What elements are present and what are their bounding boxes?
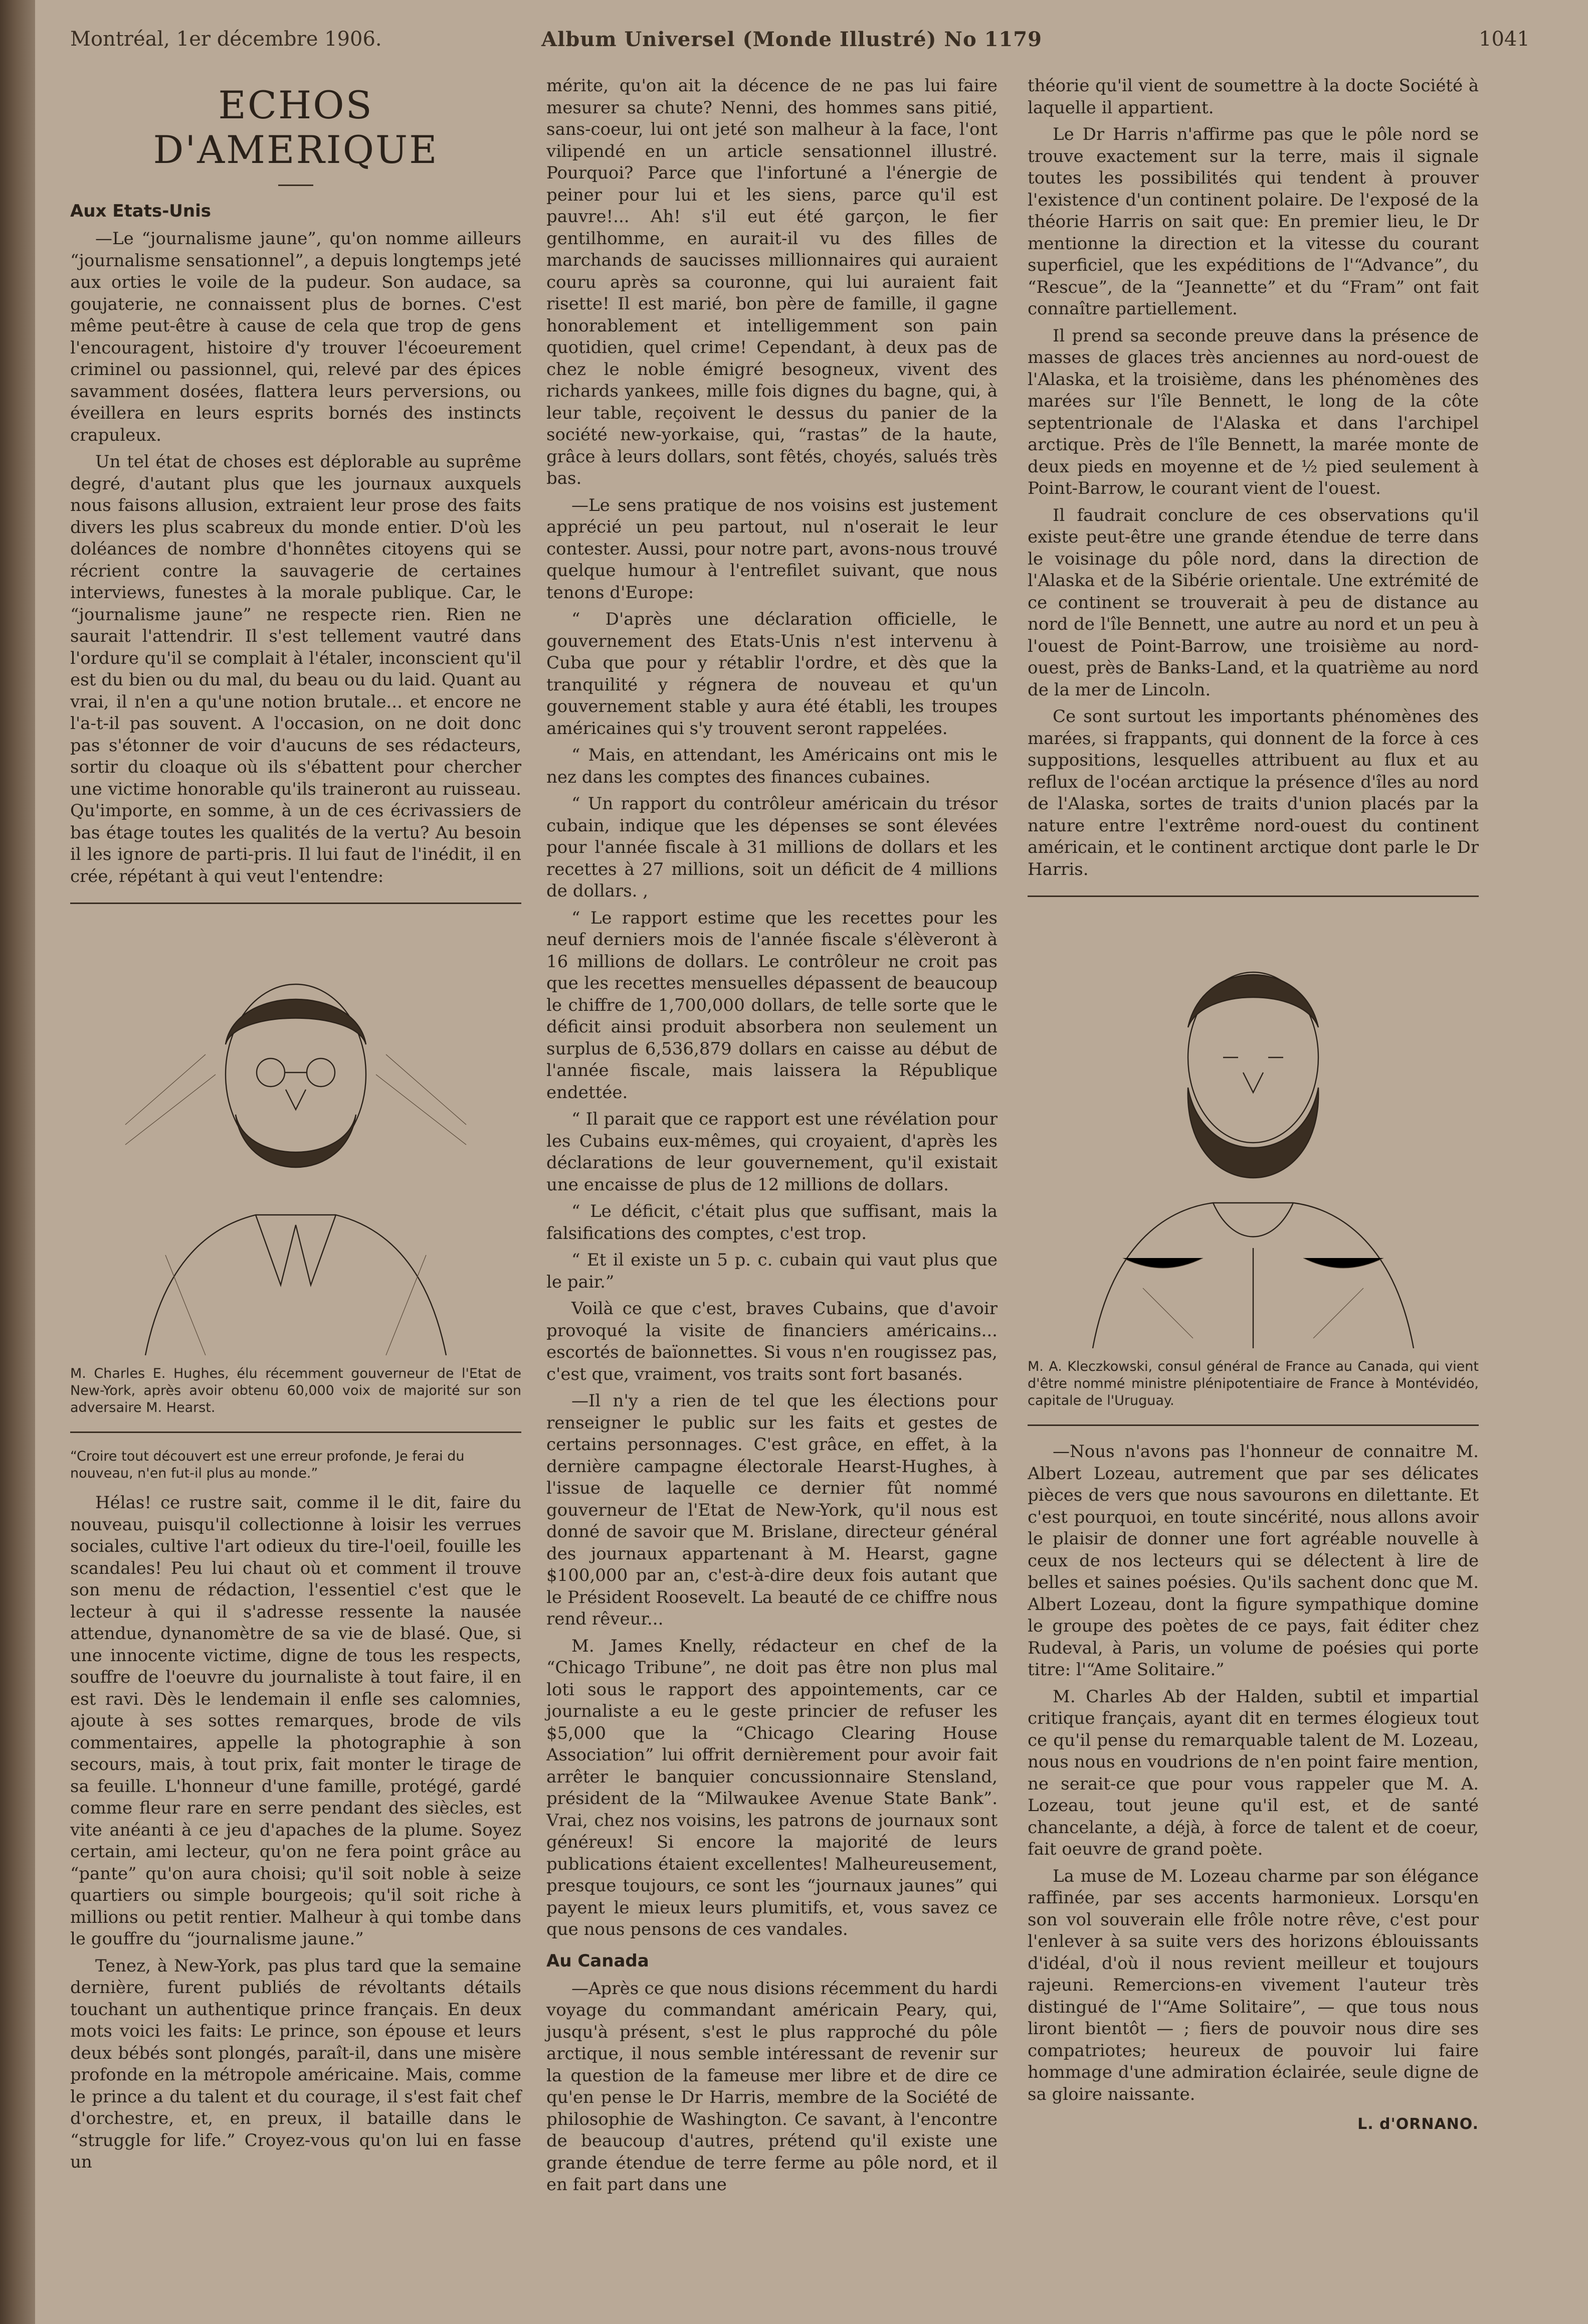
paragraph: Voilà ce que c'est, braves Cubains, que d'avoir provoqué la visite de financiers américains... escortés de baïonnettes. Si vous n'en rougissez pas, c'est que, vraiment, vos traits sont fort basanés. (546, 1299, 998, 1384)
paragraph: “ D'après une déclaration officielle, le gouvernement des Etats-Unis n'est intervenu à Cuba que pour y rétablir l'ordre, et dès que la tranquilité y régnera de nouveau et qu'un gouvernement stable y aura été établi, les troupes américaines qui s'y trouvent seront rappelées. (546, 609, 998, 739)
paragraph: “ Le rapport estime que les recettes pour les neuf derniers mois de l'année fiscale s'élèveront à 16 millions de dollars. Le contrôleur ne croit pas que les recettes mensuelles dépassent de beaucoup le chiffre de 1,700,000 dollars, de telle sorte que le déficit ainsi produit absorbera non seulement un surplus de 6,536,879 dollars en caisse au début de l'année fiscale, mais laissera la République endettée. (546, 908, 998, 1103)
engraving-portrait-image (1063, 917, 1444, 1348)
paragraph: “ Le déficit, c'était plus que suffisant, mais la falsifications des comptes, c'est trop. (546, 1201, 998, 1243)
paragraph: théorie qu'il vient de soumettre à la docte Société à laquelle il appartient. (1028, 76, 1479, 118)
page-binding (0, 0, 35, 2324)
header-publication: Album Universel (Monde Illustré) No 1179 (541, 28, 1042, 51)
divider (70, 1432, 521, 1433)
paragraph: Il faudrait conclure de ces observations qu'il existe peut-être une grande étendue de terre dans le voisinage du pôle nord, dans la direction de l'Alaska et de la Sibérie orientale. Une extrémité de ce continent se trouverait à peu de distance au nord de l'île Bennett, une autre au nord et un peu à l'ouest de Point-Barrow, une troisième au nord-ouest, près de Banks-Land, et la quatrième au nord de la mer de Lincoln. (1028, 505, 1479, 700)
title-divider (278, 185, 313, 186)
paragraph: —Il n'y a rien de tel que les élections pour renseigner le public sur les faits et gestes de certains personnages. C'est grâce, en effet, à la dernière campagne électorale Hearst-Hughes, à l'issue de laquelle ce dernier fût nommé gouverneur de l'Etat de New-York, qu'il nous est donné de savoir que M. Brislane, directeur général des journaux appartenant à M. Hearst, gagne $100,000 par an, c'est-à-dire deux fois autant que le Président Roosevelt. La beauté de ce chiffre nous rend rêveur... (546, 1391, 998, 1629)
paragraph: Le Dr Harris n'affirme pas que le pôle nord se trouve exactement sur la terre, mais il signale toutes les possibilités qui tendent à prouver l'existence d'un continent polaire. De l'exposé de la théorie Harris on sait que: En premier lieu, le Dr mentionne la direction et la vitesse du courant superficiel, que les expéditions de l'“Advance”, du “Rescue”, de la “Jeannette” et du “Fram” ont fait connaître partiellement. (1028, 124, 1479, 319)
divider (1028, 1424, 1479, 1426)
caption-kleczkowski: M. A. Kleczkowski, consul général de France au Canada, qui vient d'être nommé ministre plénipotentiaire de France à Montévidéo, capitale de l'Uruguay. (1028, 1359, 1479, 1408)
portrait-kleczkowski (1028, 912, 1479, 1353)
header-page-number: 1041 (1479, 28, 1530, 51)
column-2 (546, 75, 998, 2201)
paragraph: Hélas! ce rustre sait, comme il le dit, faire du nouveau, puisqu'il collectionne à loisir les verrues sociales, cultive l'art odieux du tire-l'oeil, fouille les scandales! Peu lui chaut où et comment il trouve son menu de rédaction, l'essentiel c'est que le lecteur à qui il s'adresse ressente la nausée attendue, dynanomètre de sa vie de blasé. Que, si une innocente victime, digne de tous les respects, souffre de l'oeuvre du journaliste à tout faire, il en est ravi. Dès le lendemain il enfle ses calomnies, ajoute à ses sottes remarques, brode de vils commentaires, appelle la photographie à son secours, mais, à tout prix, fait monter le tirage de sa feuille. L'honneur d'une famille, protégé, gardé comme fleur rare en serre pendant des siècles, est vite anéanti à ce jeu d'apaches de la plume. Soyez certain, ami lecteur, qu'on ne fera point grâce au “pante” qu'on aura choisi; qu'il soit noble à seize quartiers ou simple bourgeois; qu'il soit riche à millions ou petit rentier. Malheur à qui tombe dans le gouffre du “journalisme jaune.” (70, 1493, 521, 1949)
caption-hughes: M. Charles E. Hughes, élu récemment gouverneur de l'Etat de New-York, après avoir obtenu 60,000 voix de majorité sur son adversaire M. Hearst. (70, 1366, 521, 1415)
paragraph: —Le sens pratique de nos voisins est justement apprécié un peu partout, nul n'oserait le leur contester. Aussi, pour notre part, avons-nous trouvé quelque humour à l'entrefilet suivant, que nous tenons d'Europe: (546, 495, 998, 603)
column-1 (70, 75, 521, 2179)
engraving-portrait-image (105, 924, 486, 1355)
epigraph-quote: “Croire tout découvert est une erreur profonde, Je ferai du nouveau, n'en fut-il plus au monde.” (70, 1449, 465, 1481)
paragraph: Un tel état de choses est déplorable au suprême degré, d'autant plus que les journaux auxquels nous faisons allusion, extraient leur prose des faits divers les plus scabreux du monde entier. D'où les doléances de nombre d'honnêtes citoyens qui se récrient contre la sauvagerie de certaines interviews, funestes à la morale publique. Car, le “journalisme jaune” ne respecte rien. Rien ne saurait l'attendrir. Il s'est tellement vautré dans l'ordure qu'il se complait à l'étaler, inconscient qu'il est du bien ou du mal, du beau ou du laid. Quant au vrai, il n'en a qu'une notion brutale... et encore ne l'a-t-il pas souvent. A l'occasion, on ne doit donc pas s'étonner de voir d'aucuns de ses rédacteurs, sortir du cloaque où ils s'ébattent pour chercher une victime honorable qu'ils traineront au ruisseau. Qu'importe, en somme, à un de ces écrivassiers de bas étage toutes les qualités de la vertu? Au besoin il les ignore de parti-pris. Il lui faut de l'inédit, il en crée, répétant à qui veut l'entendre: (70, 452, 521, 886)
paragraph: Il prend sa seconde preuve dans la présence de masses de glaces très anciennes au nord-ouest de l'Alaska, et la troisième, dans les phénomènes des marées sur l'île Bennett, le long de la côte septentrionale de l'Alaska et dans l'archipel arctique. Près de l'île Bennett, la marée monte de deux pieds en moyenne et de ½ pied seulement à Point-Barrow, le courant vient de l'ouest. (1028, 325, 1479, 498)
paragraph: “ Un rapport du contrôleur américain du trésor cubain, indique que les dépenses se sont élevées pour l'année fiscale à 31 millions de dollars et les recettes à 27 millions, soit un déficit de 4 millions de dollars. , (546, 794, 998, 901)
page-header (35, 28, 1530, 63)
paragraph: M. James Knelly, rédacteur en chef de la “Chicago Tribune”, ne doit pas être non plus mal loti sous le rapport des appointements, car ce journaliste a eu le geste princier de refuser les $5,000 que la “Chicago Clearing House Association” lui offrit dernièrement pour avoir fait arrêter le banquier concussionnaire Stensland, président de la “Milwaukee Avenue State Bank”. Vrai, chez nos voisins, les patrons de journaux sont généreux! Si encore la majorité de leurs publications étaient excellentes! Malheureusement, presque toujours, ce sont les “journaux jaunes” qui payent le mieux leurs plumitifs, et, vous savez ce que nous pensons de ces vandales. (546, 1636, 998, 1939)
paragraph: Tenez, à New-York, pas plus tard que la semaine dernière, furent publiés de révoltants détails touchant un authentique prince français. En deux mots voici les faits: Le prince, son épouse et leurs deux bébés sont plongés, paraît-il, dans une misère profonde en la métropole américaine. Mais, comme le prince a du talent et du courage, il s'est fait chef d'orchestre, et, en preux, il bataille dans le “struggle for life.” Croyez-vous qu'on lui en fasse un (70, 1955, 521, 2172)
article-title: ECHOS D'AMERIQUE (153, 83, 439, 172)
paragraph: mérite, qu'on ait la décence de ne pas lui faire mesurer sa chute? Nenni, des hommes sans pitié, sans-coeur, lui ont jeté son malheur à la face, l'ont vilipendé en un article sensationnel illustré. Pourquoi? Parce que l'infortuné a l'énergie de peiner pour lui et les siens, parce qu'il est pauvre!... Ah! s'il eut été garçon, le fier gentilhomme, en aurait-il vu des filles de marchands de saucisses millionnaires qui auraient couru après sa couronne, qui lui auraient fait risette! Il est marié, bon père de famille, il gagne honorablement et intelligemment son pain quotidien, quel crime! Cependant, à deux pas de chez le noble émigré besogneux, vivent des richards yankees, mille fois dignes du bagne, qui, à leur table, reçoivent le dessus du panier de la société new-yorkaise, qui, “rastas” de la haute, grâce à leurs dollars, sont fêtés, choyés, salués très bas. (546, 76, 998, 488)
paragraph: —Après ce que nous disions récemment du hardi voyage du commandant américain Peary, qui, jusqu'à présent, s'est le plus rapproché du pôle arctique, il nous semble intéressant de revenir sur la question de la fameuse mer libre et de dire ce qu'en pense le Dr Harris, membre de la Société de philosophie de Washington. Ce savant, à l'encontre de beaucoup d'autres, prétend qu'il existe une grande étendue de terre ferme au pôle nord, et il en fait part dans une (546, 1978, 998, 2195)
paragraph: —Nous n'avons pas l'honneur de connaitre M. Albert Lozeau, autrement que par ses délicates pièces de vers que nous savourons en dilettante. Et c'est pourquoi, en toute sincérité, nous allons avoir le plaisir de donner une fort agréable nouvelle à ceux de nos lecteurs qui se délectent à lire de belles et saines poésies. Qu'ils sachent donc que M. Albert Lozeau, dont la figure sympathique domine le groupe des poètes de ce pays, fait éditer chez Rudeval, à Paris, un volume de poésies qui porte titre: l'“Ame Solitaire.” (1028, 1442, 1479, 1680)
header-date: Montréal, 1er décembre 1906. (70, 28, 382, 51)
paragraph: La muse de M. Lozeau charme par son élégance raffinée, par ses accents harmonieux. Lorsqu'en son vol souverain elle frôle notre rêve, c'est pour l'enlever à sa suite vers des horizons éblouissants d'idéal, d'où il nous revient meilleur et toujours rajeuni. Remercions-en vivement l'auteur très distingué de l'“Ame Solitaire”, — que tous nous liront bientôt — ; fiers de pouvoir nous dire ses compatriotes; heureux de pouvoir lui faire hommage d'une admiration éclairée, seule digne de sa gloire naissante. (1028, 1866, 1479, 2104)
paragraph: Ce sont surtout les importants phénomènes des marées, si frappants, qui donnent de la force à ces suppositions, lesquelles attribuent au flux et au reflux de l'océan arctique la présence d'îles au nord de l'Alaska, sortes de traits d'union placés par la nature entre l'extrême nord-ouest du continent américain, et le continent arctique dont parle le Dr Harris. (1028, 706, 1479, 879)
paragraph: —Le “journalisme jaune”, qu'on nomme ailleurs “journalisme sensationnel”, a depuis longtemps jeté aux orties le voile de la pudeur. Son audace, sa goujaterie, ne connaissent plus de bornes. C'est même peut-être à cause de cela que trop de gens l'encouragent, histoire d'y trouver l'écoeurement criminel ou passionnel, qui, relevé par des épices savamment dosées, flattera leurs perversions, ou éveillera en leurs esprits bornés des instincts crapuleux. (70, 229, 521, 445)
section-heading-usa: Aux Etats-Unis (70, 201, 212, 221)
author-signature: L. d'ORNANO. (1357, 2115, 1479, 2133)
paragraph: “ Il parait que ce rapport est une révélation pour les Cubains eux-mêmes, qui croyaient, d'après les déclarations de leur gouvernement, qu'il existait une encaisse de plus de 12 millions de dollars. (546, 1109, 998, 1195)
column-3 (1028, 75, 1479, 2133)
divider (1028, 896, 1479, 897)
section-heading-canada: Au Canada (546, 1950, 649, 1971)
paragraph: “ Et il existe un 5 p. c. cubain qui vaut plus que le pair.” (546, 1250, 998, 1292)
portrait-hughes (70, 919, 521, 1360)
divider (70, 903, 521, 904)
paragraph: M. Charles Ab der Halden, subtil et impartial critique français, ayant dit en termes élogieux tout ce qu'il pense du remarquable talent de M. Lozeau, nous nous en voudrions de n'en point faire mention, ne serait-ce que pour vous rappeler que M. A. Lozeau, tout jeune qu'il est, et de santé chancelante, a déjà, à force de talent et de coeur, fait oeuvre de grand poète. (1028, 1686, 1479, 1859)
paragraph: “ Mais, en attendant, les Américains ont mis le nez dans les comptes des finances cubaines. (546, 745, 998, 787)
